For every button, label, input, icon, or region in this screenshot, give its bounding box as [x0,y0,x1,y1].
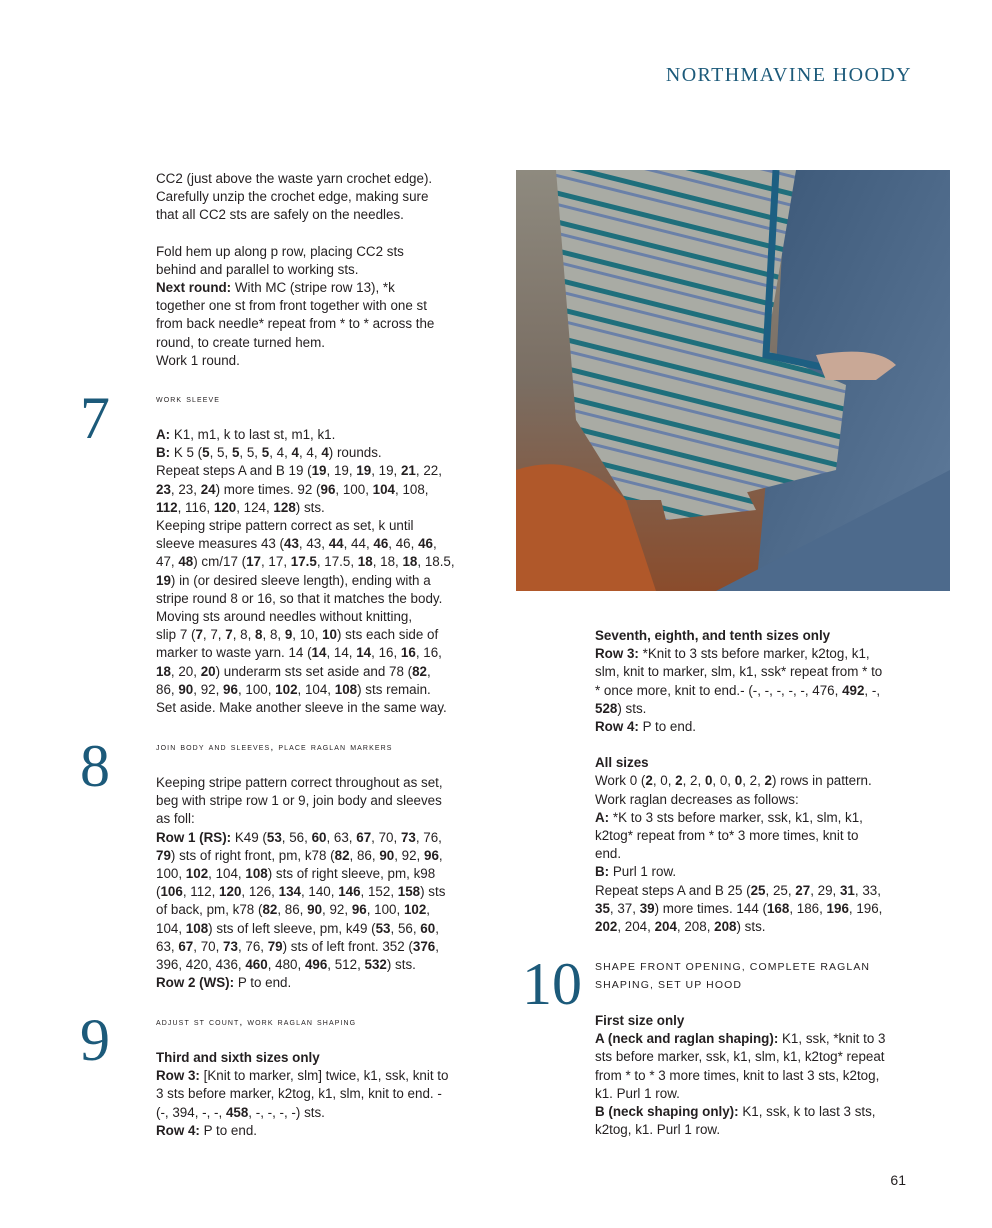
bold-label: Next round: [156,280,232,296]
text-line: (106, 112, 120, 126, 134, 140, 146, 152, 158) sts [156,884,446,900]
text-line: sleeve measures 43 (43, 43, 44, 44, 46, 46, 46, [156,536,437,552]
step-9-body [156,1049,476,1140]
text-line: from * to * 3 more times, knit to last 3 sts, k2tog, [595,1067,880,1083]
text-line: 3 sts before marker, k2tog, k1, slm, knit to end. - [156,1086,442,1102]
text-line: slm, knit to marker, slm, k1, ssk* repeat from * to [595,664,883,680]
bold-label: Row 4: [595,719,639,735]
text-line: Work 0 (2, 0, 2, 2, 0, 0, 0, 2, 2) rows in pattern. [595,773,872,789]
bold-label: A (neck and raglan shaping): [595,1031,779,1047]
text-line [156,1122,476,1140]
text-line: from back needle* repeat from * to * across the [156,316,435,332]
subheading: All sizes [595,755,649,771]
text-line [595,863,915,881]
text-line: beg with stripe row 1 or 9, join body and sleeves [156,793,442,809]
text-line [595,718,915,736]
text-line: 23, 23, 24) more times. 92 (96, 100, 104, 108, [156,481,429,497]
text-line: 86, 90, 92, 96, 100, 102, 104, 108) sts remain. [156,681,431,697]
step-10-heading [595,958,870,994]
text-line: Row 2 (WS): P to end. [156,975,292,991]
text-line: Keeping stripe pattern correct as set, k until [156,518,414,534]
text-line: marker to waste yarn. 14 (14, 14, 14, 16, 16, 16, [156,645,442,661]
text-line: B: K 5 (5, 5, 5, 5, 5, 4, 4, 4, 4) rounds. [156,445,382,461]
bold-label: B (neck shaping only): [595,1104,739,1120]
bold-label: B: [595,864,610,880]
text: *Knit to 3 sts before marker, k2tog, k1, [638,646,870,662]
text-line: 104, 108) sts of left sleeve, pm, k49 (53, 56, 60, [156,920,439,936]
text-line: A: K1, m1, k to last st, m1, k1. [156,427,336,442]
photo [516,170,950,591]
text-line: Repeat steps A and B 19 (19, 19, 19, 19, 21, 22, [156,463,442,479]
text-line: 35, 37, 39) more times. 144 (168, 186, 196, 196, [595,900,883,916]
text-line: stripe round 8 or 16, so that it matches the body. [156,590,443,606]
text-line: Work 1 round. [156,352,240,368]
text-line: Carefully unzip the crochet edge, making sure [156,189,429,205]
heading-line: SHAPE FRONT OPENING, COMPLETE RAGLAN [595,961,871,973]
text-line: sts before marker, ssk, k1, slm, k1, k2tog* repeat [595,1049,885,1065]
text-line: 63, 67, 70, 73, 76, 79) sts of left front. 352 (376, [156,938,439,954]
text-line: k2tog, k1. Purl 1 row. [595,1122,721,1138]
subheading: Third and sixth sizes only [156,1050,320,1065]
step-8-number: 8 [80,733,110,799]
photo-icon [516,170,950,591]
text-line: as foll: [156,811,195,827]
step-7-number: 7 [80,385,110,451]
text: K1, ssk, *knit to 3 [778,1031,886,1047]
intro-paragraph-1 [156,170,476,225]
text-line: * once more, knit to end.- (-, -, -, -, -, 476, 492, -, [595,682,881,698]
text-line [595,809,915,827]
text-line [595,1030,915,1048]
page-header-title: NORTHMAVINE HOODY [665,64,912,86]
step-8-heading: join body and sleeves, place raglan markers [156,741,393,753]
text-line: 528) sts. [595,700,647,716]
text-line: round, to create turned hem. [156,334,325,350]
text-line: that all CC2 sts are safely on the needles. [156,207,404,223]
bold-label: A: [595,809,610,825]
text-line [156,279,476,297]
text-line [595,645,915,663]
text: [Knit to marker, slm] twice, k1, ssk, knit to [199,1068,449,1084]
text-line: Set aside. Make another sleeve in the same way. [156,700,447,716]
text-line: behind and parallel to working sts. [156,261,359,277]
text-line [156,1067,476,1085]
text-line: Keeping stripe pattern correct throughout as set, [156,775,443,790]
bold-label: Row 3: [595,646,639,662]
step-7-heading: work sleeve [156,393,221,405]
step-7-body [156,426,476,717]
text-line: 396, 420, 436, 460, 480, 496, 512, 532) sts. [156,957,416,973]
intro-text [156,170,476,388]
bold-label: Row 3: [156,1068,200,1084]
text-line: 19) in (or desired sleeve length), ending with a [156,572,431,588]
bold-label: Row 4: [156,1122,200,1138]
text: P to end. [199,1122,257,1138]
heading-line: SHAPING, SET UP HOOD [595,979,743,991]
step-9-number: 9 [80,1007,110,1073]
text-line: (-, 394, -, -, 458, -, -, -, -) sts. [156,1104,325,1120]
text-line: Work raglan decreases as follows: [595,791,799,807]
right-column-text [595,627,915,936]
text-line: 79) sts of right front, pm, k78 (82, 86, 90, 92, 96, [156,847,443,863]
intro-paragraph-2 [156,243,476,370]
text: K1, ssk, k to last 3 sts, [738,1104,876,1120]
step-10-number: 10 [522,951,582,1017]
text-line: end. [595,846,622,862]
text-line: 112, 116, 120, 124, 128) sts. [156,499,325,515]
text-line: 47, 48) cm/17 (17, 17, 17.5, 17.5, 18, 18, 18, 18.5, [156,554,455,570]
text-line: 100, 102, 104, 108) sts of right sleeve, pm, k98 [156,866,436,882]
text-line: 18, 20, 20) underarm sts set aside and 78 (82, [156,663,431,679]
text: *K to 3 sts before marker, ssk, k1, slm, k1, [609,809,863,825]
step-9-heading: adjust st count, work raglan shaping [156,1016,357,1028]
text-line: Fold hem up along p row, placing CC2 sts [156,243,404,259]
text: With MC (stripe row 13), *k [231,280,395,296]
text-line: of back, pm, k78 (82, 86, 90, 92, 96, 100, 102, [156,902,431,918]
subheading: Seventh, eighth, and tenth sizes only [595,628,831,643]
text: P to end. [638,719,696,735]
page-number: 61 [890,1172,906,1188]
text-line: Row 1 (RS): K49 (53, 56, 60, 63, 67, 70, 73, 76, [156,829,442,845]
subheading: First size only [595,1013,685,1028]
text-line: 202, 204, 204, 208, 208) sts. [595,919,766,935]
text-line: together one st from front together with one st [156,298,427,314]
text-line: k1. Purl 1 row. [595,1085,680,1101]
text-line: k2tog* repeat from * to* 3 more times, knit to [595,828,859,844]
text-line: slip 7 (7, 7, 7, 8, 8, 8, 9, 10, 10) sts each side of [156,627,439,643]
text: Purl 1 row. [609,864,677,880]
text-line: CC2 (just above the waste yarn crochet edge). [156,171,433,186]
text-line: Repeat steps A and B 25 (25, 25, 27, 29, 31, 33, [595,882,881,898]
text-line: Moving sts around needles without knitting, [156,609,413,625]
text-line [595,1103,915,1121]
step-8-body [156,774,476,992]
step-10-body [595,1012,915,1139]
